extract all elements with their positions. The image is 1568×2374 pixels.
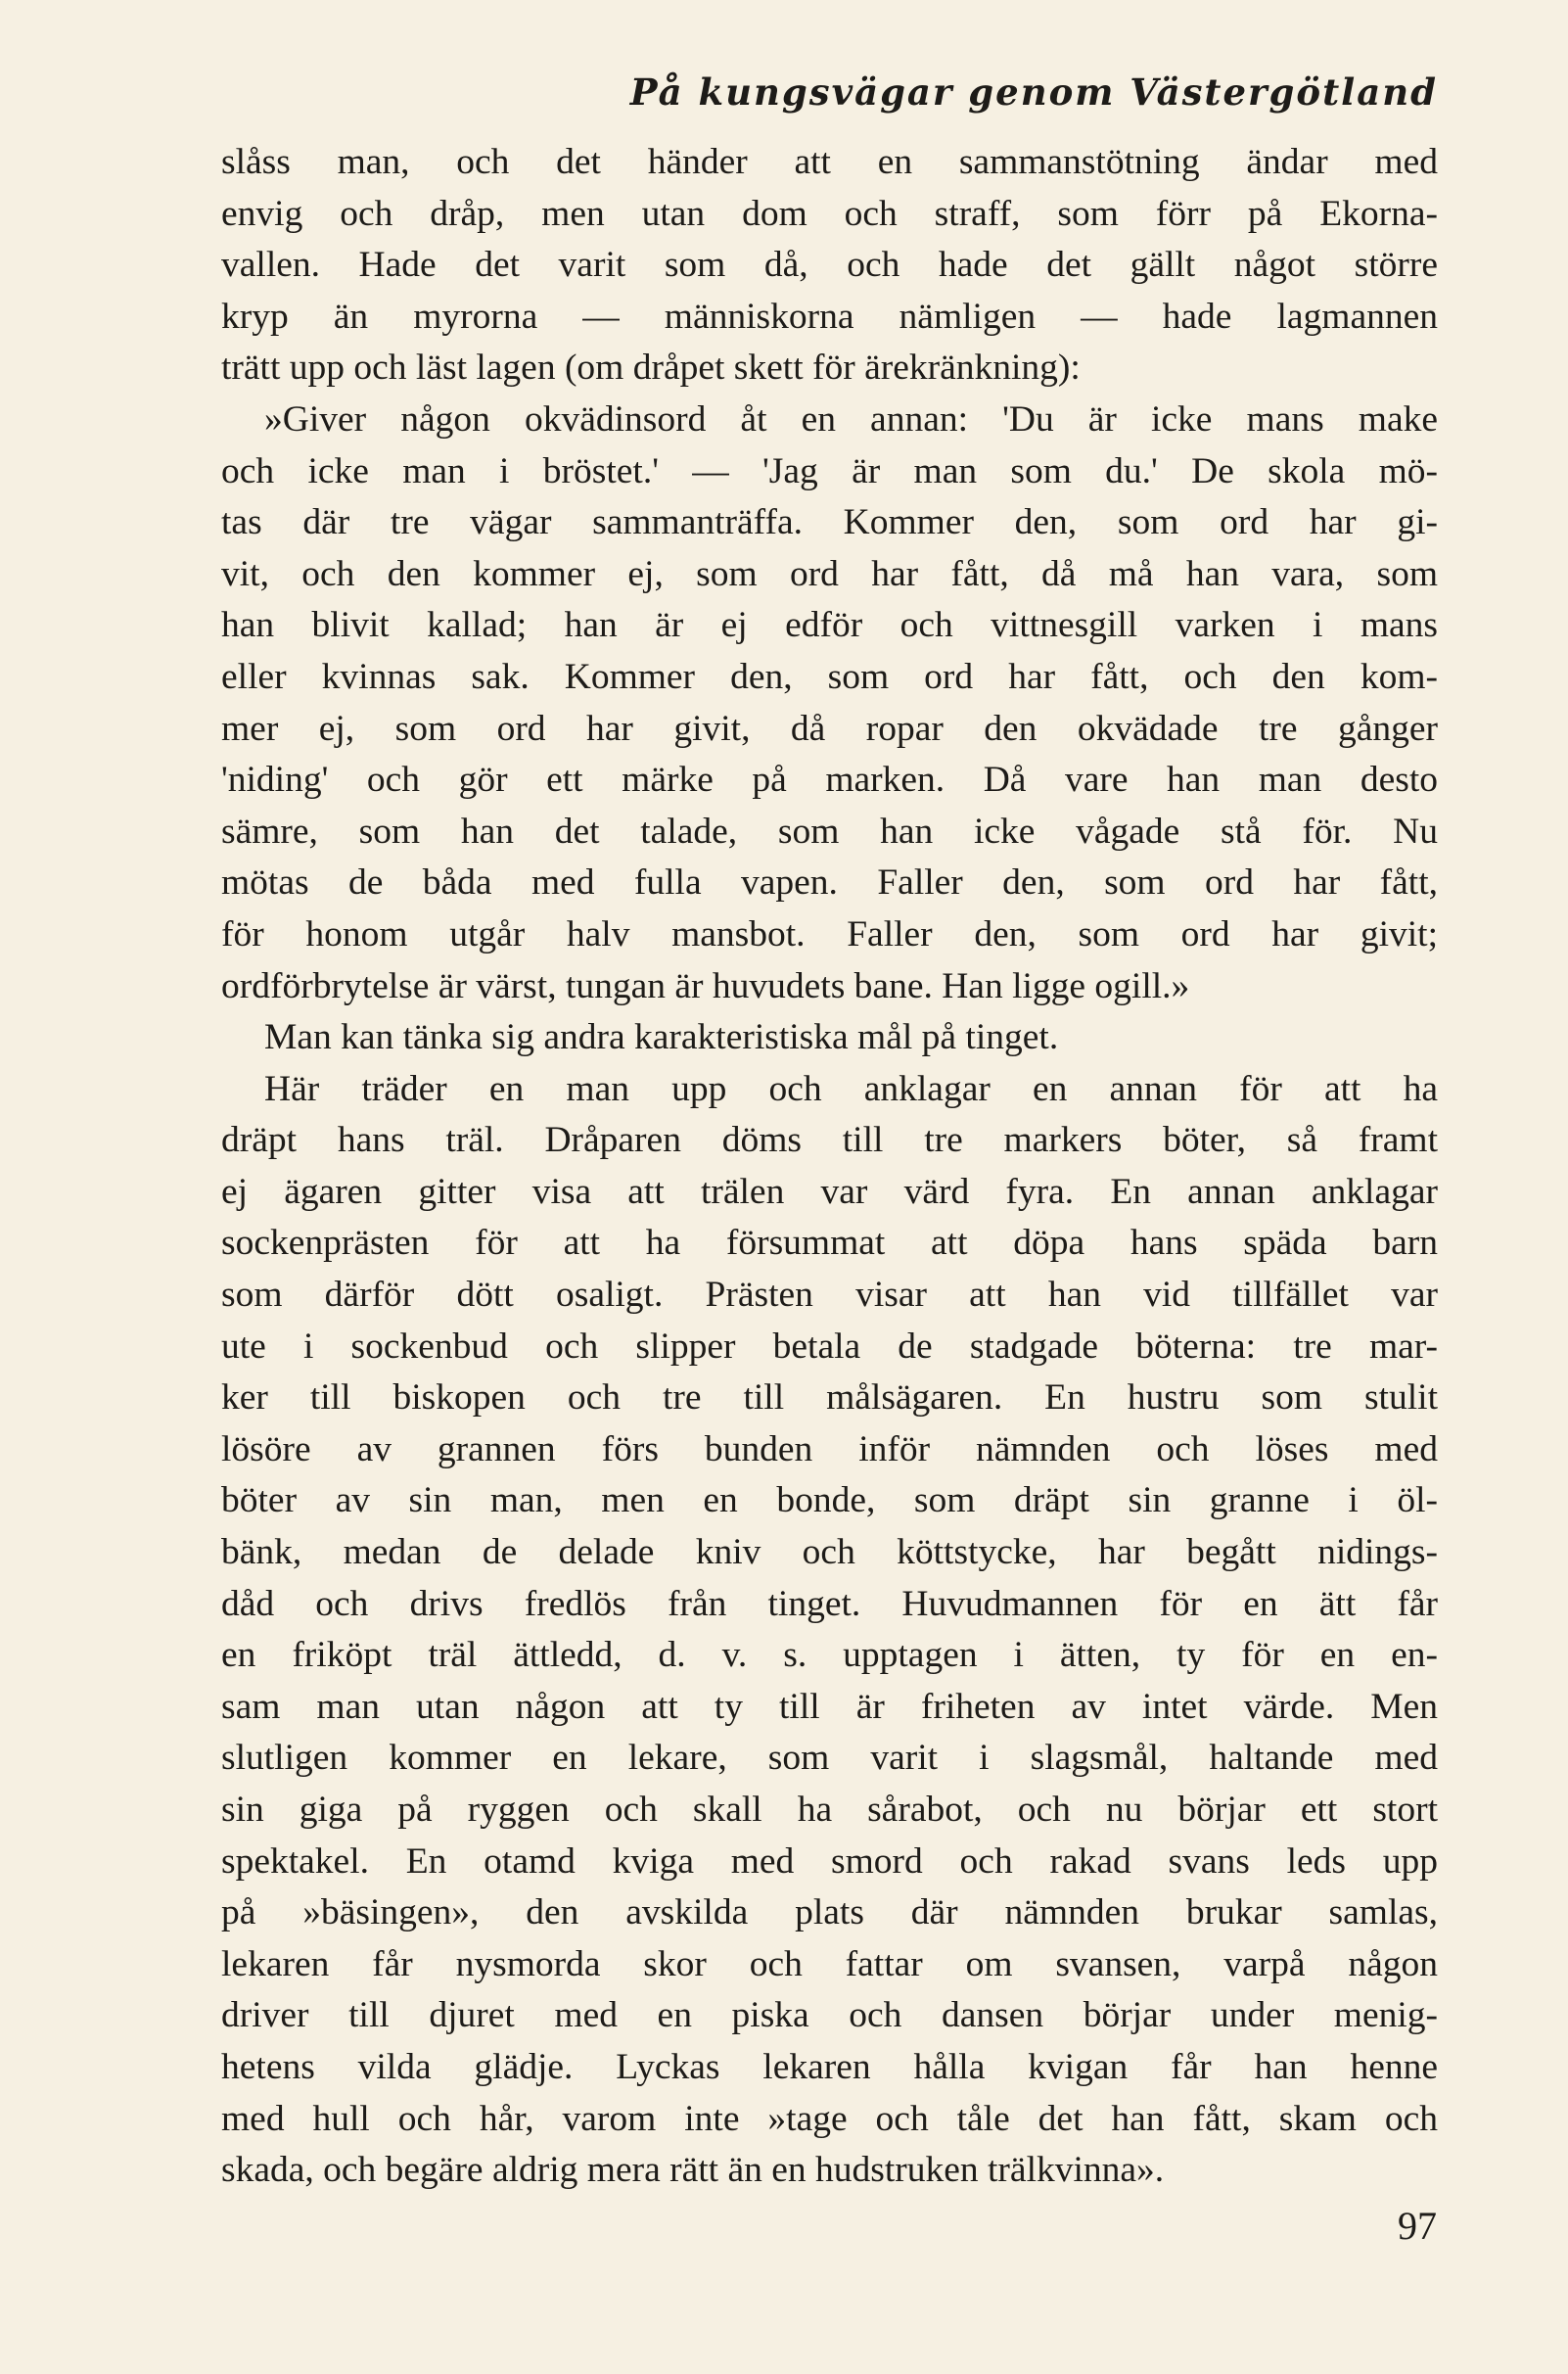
text-line: slutligen kommer en lekare, som varit i slagsmål, haltande med — [221, 1738, 1438, 1779]
text-line: ute i sockenbud och slipper betala de stadgade böterna: tre mar- — [221, 1326, 1438, 1367]
text-line: vallen. Hade det varit som då, och hade det gällt något större — [221, 245, 1438, 286]
text-line: driver till djuret med en piska och dansen börjar under menig- — [221, 1995, 1438, 2036]
text-line: trätt upp och läst lagen (om dråpet skett för ärekränkning): — [221, 348, 1081, 389]
paragraph — [221, 137, 1438, 395]
text-line: skada, och begäre aldrig mera rätt än en hudstruken trälkvinna». — [221, 2150, 1165, 2191]
text-line: på »bäsingen», den avskilda plats där nämnden brukar samlas, — [221, 1892, 1438, 1933]
text-line: kryp än myrorna — människorna nämligen — hade lagmannen — [221, 296, 1438, 337]
text-line: för honom utgår halv mansbot. Faller den, som ord har givit; — [221, 913, 1438, 954]
text-line: som därför dött osaligt. Prästen visar att han vid tillfället var — [221, 1275, 1438, 1316]
text-line: Här träder en man upp och anklagar en annan för att ha — [264, 1068, 1438, 1109]
paragraph — [221, 1012, 1438, 1064]
text-line: böter av sin man, men en bonde, som dräpt sin granne i öl- — [221, 1480, 1438, 1521]
text-line: sin giga på ryggen och skall ha sårabot, och nu börjar ett stort — [221, 1790, 1438, 1830]
text-line: ordförbrytelse är värst, tungan är huvudets bane. Han ligge ogill.» — [221, 965, 1190, 1006]
text-line: sämre, som han det talade, som han icke vågade stå för. Nu — [221, 811, 1438, 852]
running-head: På kungsvägar genom Västergötland — [629, 70, 1438, 114]
text-line: med hull och hår, varom inte »tage och tåle det han fått, skam och — [221, 2098, 1438, 2139]
text-line: tas där tre vägar sammanträffa. Kommer den, som ord har gi- — [221, 502, 1438, 543]
body-text — [221, 137, 1438, 2197]
text-line: spektakel. En otamd kviga med smord och rakad svans leds upp — [221, 1840, 1438, 1882]
text-line: lekaren får nysmorda skor och fattar om svansen, varpå någon — [221, 1943, 1438, 1984]
text-line: han blivit kallad; han är ej edför och vittnesgill varken i mans — [221, 605, 1438, 646]
text-line: dräpt hans träl. Dråparen döms till tre markers böter, så framt — [221, 1120, 1438, 1161]
text-line: slåss man, och det händer att en sammanstötning ändar med — [221, 142, 1438, 182]
text-line: och icke man i bröstet.' — 'Jag är man som du.' De skola mö- — [221, 450, 1438, 491]
text-line: sockenprästen för att ha försummat att döpa hans späda barn — [221, 1223, 1438, 1264]
text-line: lösöre av grannen förs bunden inför nämnden och löses med — [221, 1428, 1438, 1469]
text-line: mötas de båda med fulla vapen. Faller den, som ord har fått, — [221, 862, 1438, 904]
paragraph — [221, 395, 1438, 1012]
text-line: vit, och den kommer ej, som ord har fått, då må han vara, som — [221, 553, 1438, 594]
text-line: sam man utan någon att ty till är friheten av intet värde. Men — [221, 1686, 1438, 1727]
text-line: Man kan tänka sig andra karakteristiska mål på tinget. — [264, 1017, 1059, 1058]
text-line: mer ej, som ord har givit, då ropar den okvädade tre gånger — [221, 708, 1438, 749]
text-line: bänk, medan de delade kniv och köttstycke, har begått nidings- — [221, 1532, 1438, 1573]
text-line: en friköpt träl ättledd, d. v. s. upptagen i ätten, ty för en en- — [221, 1635, 1438, 1676]
text-line: ej ägaren gitter visa att trälen var värd fyra. En annan anklagar — [221, 1171, 1438, 1212]
text-line: ker till biskopen och tre till målsägaren. En hustru som stulit — [221, 1377, 1438, 1419]
text-line: »Giver någon okvädinsord åt en annan: 'Du är icke mans make — [264, 398, 1438, 440]
text-line: eller kvinnas sak. Kommer den, som ord har fått, och den kom- — [221, 656, 1438, 697]
text-line: dåd och drivs fredlös från tinget. Huvudmannen för en ätt får — [221, 1583, 1438, 1624]
text-line: 'niding' och gör ett märke på marken. Då vare han man desto — [221, 760, 1438, 801]
text-line: envig och dråp, men utan dom och straff, som förr på Ekorna- — [221, 193, 1438, 234]
paragraph — [221, 1064, 1438, 2197]
page-number: 97 — [1398, 2204, 1437, 2248]
text-line: hetens vilda glädje. Lyckas lekaren hålla kvigan får han henne — [221, 2046, 1438, 2087]
